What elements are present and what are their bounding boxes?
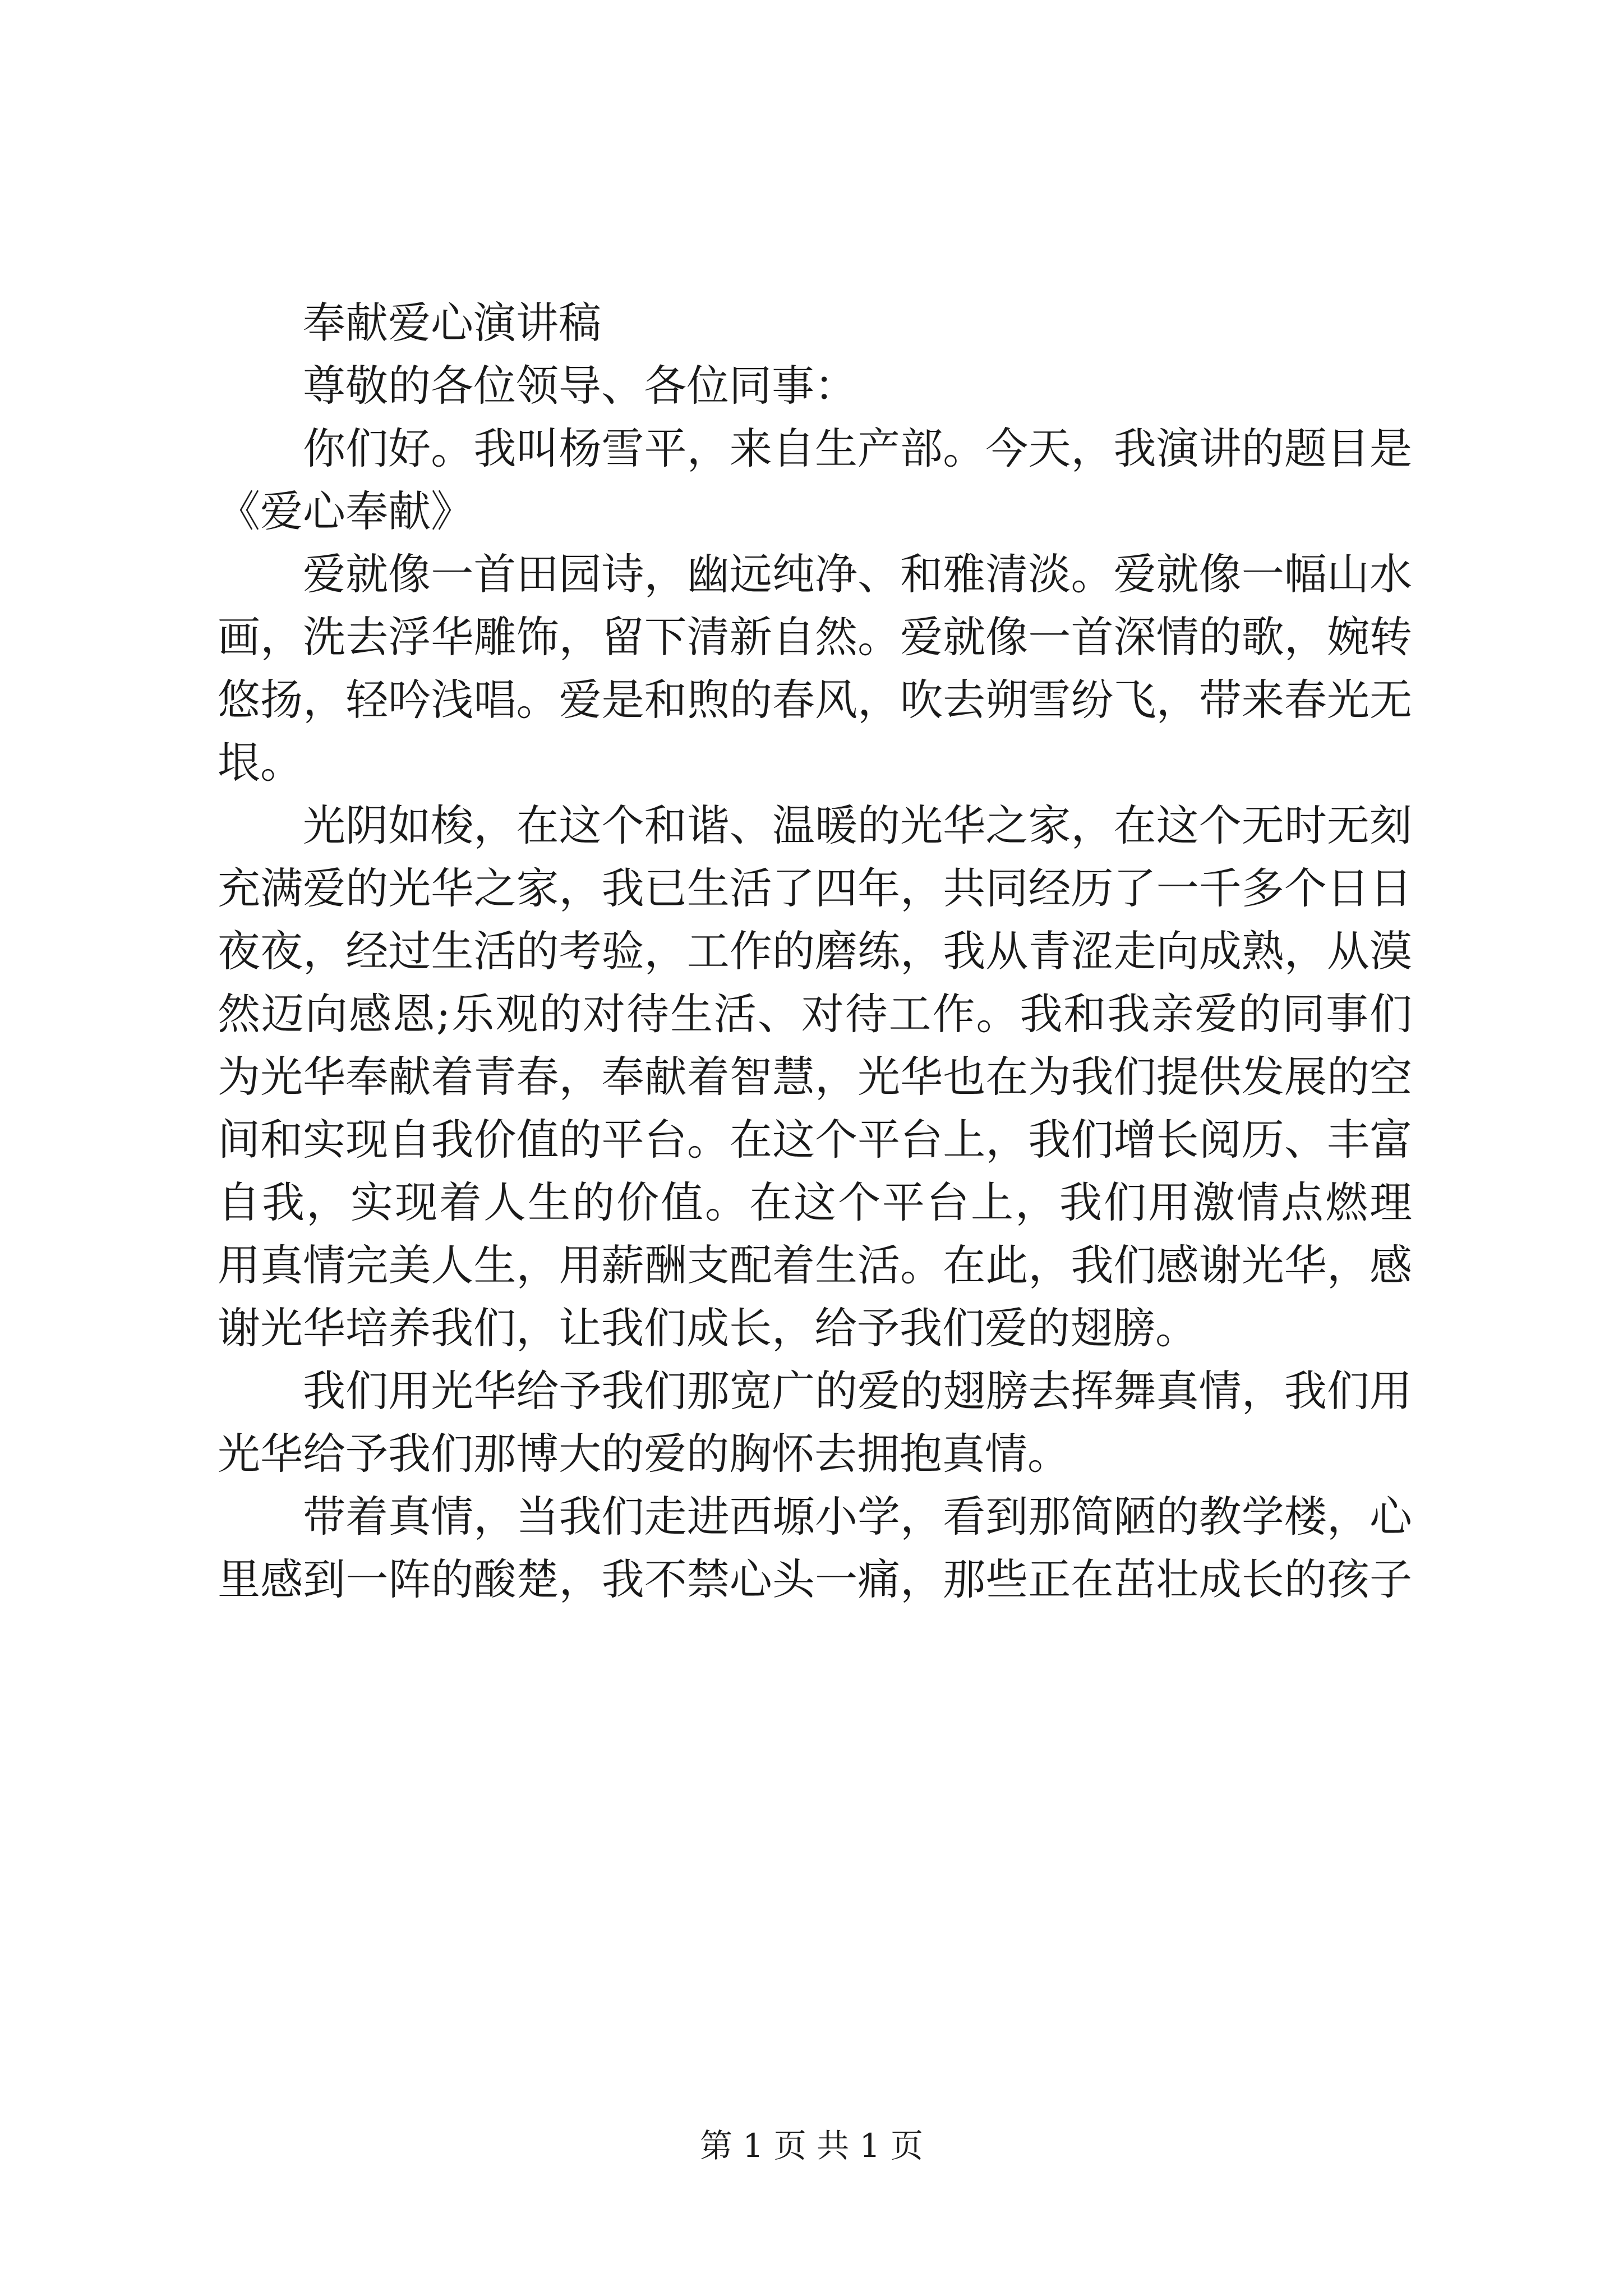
body-line: 带着真情，当我们走进西塬小学，看到那简陋的教学楼，心 — [303, 1492, 1412, 1542]
body-line: 自我，实现着人生的价值。在这个平台上，我们用激情点燃理 — [218, 1177, 1412, 1227]
body-line: 光华给予我们那博大的爱的胸怀去拥抱真情。 — [218, 1429, 1070, 1479]
page-footer — [0, 2126, 1623, 2165]
document-title: 奉献爱心演讲稿 — [303, 298, 601, 348]
body-line: 悠扬，轻吟浅唱。爱是和煦的春风，吹去朔雪纷飞，带来春光无 — [218, 675, 1412, 725]
body-line: 爱就像一首田园诗，幽远纯净、和雅清淡。爱就像一幅山水 — [303, 549, 1412, 599]
document-body — [218, 292, 1412, 1611]
body-line: 间和实现自我价值的平台。在这个平台上，我们增长阅历、丰富 — [218, 1115, 1412, 1165]
body-line: 里感到一阵的酸楚，我不禁心头一痛，那些正在茁壮成长的孩子 — [218, 1554, 1412, 1604]
body-line: 用真情完美人生，用薪酬支配着生活。在此，我们感谢光华，感 — [218, 1240, 1412, 1290]
body-line: 夜夜，经过生活的考验，工作的磨练，我从青涩走向成熟，从漠 — [218, 926, 1412, 976]
body-line: 谢光华培养我们，让我们成长，给予我们爱的翅膀。 — [218, 1303, 1198, 1353]
body-line: 充满爱的光华之家，我已生活了四年，共同经历了一千多个日日 — [218, 863, 1412, 913]
page-number-label: 第 1 页 共 1 页 — [700, 2127, 923, 2165]
body-line: 然迈向感恩;乐观的对待生活、对待工作。我和我亲爱的同事们 — [218, 989, 1412, 1039]
body-line: 《爱心奉献》 — [218, 486, 473, 536]
body-line: 画，洗去浮华雕饰，留下清新自然。爱就像一首深情的歌，婉转 — [218, 612, 1412, 662]
body-line: 垠。 — [218, 738, 303, 788]
body-line: 我们用光华给予我们那宽广的爱的翅膀去挥舞真情，我们用 — [303, 1366, 1412, 1416]
body-line: 光阴如梭，在这个和谐、温暖的光华之家，在这个无时无刻 — [303, 800, 1412, 850]
body-line: 你们好。我叫杨雪平，来自生产部。今天，我演讲的题目是 — [303, 424, 1412, 473]
salutation: 尊敬的各位领导、各位同事： — [303, 361, 857, 411]
body-line: 为光华奉献着青春，奉献着智慧，光华也在为我们提供发展的空 — [218, 1052, 1412, 1102]
